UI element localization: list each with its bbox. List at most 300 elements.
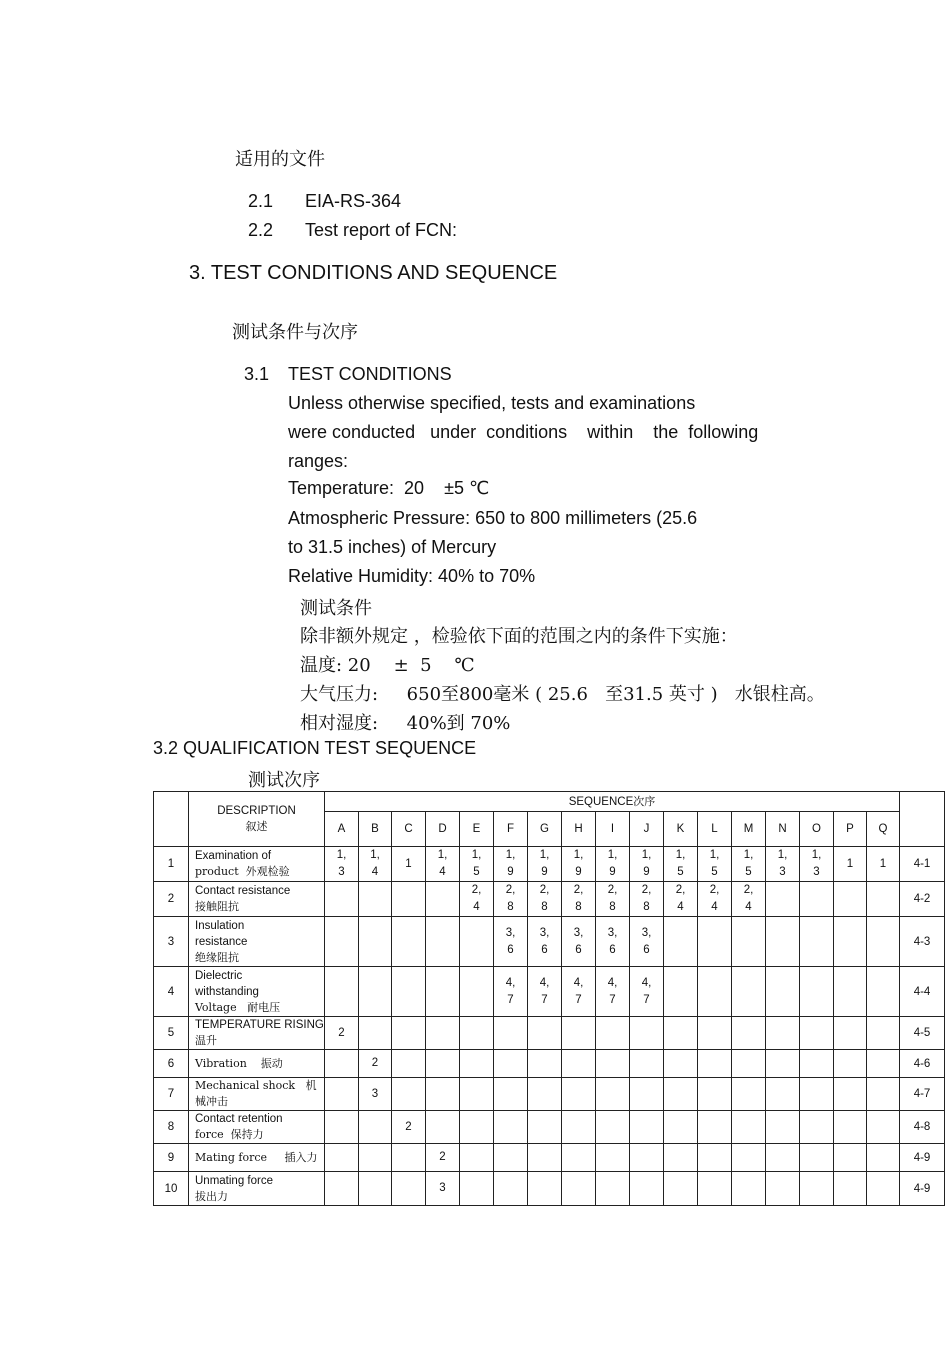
sequence-cell-b [359, 967, 392, 1017]
column-header-a: A [325, 812, 359, 847]
sequence-value: 4, 7 [539, 976, 550, 1006]
sequence-cell-f [494, 1078, 528, 1111]
sequence-cell-d [426, 882, 460, 917]
sequence-cell-l [698, 1050, 732, 1078]
table-row [154, 917, 945, 967]
ref-item-num-2: 2.2 [248, 220, 274, 240]
description-line: 接触阻抗 [195, 900, 239, 913]
en-line-1: Unless otherwise specified, tests and examinations [288, 393, 696, 413]
sequence-cell-m [732, 1144, 766, 1172]
sequence-cell-h [562, 1050, 596, 1078]
sequence-value: 2, 4 [743, 884, 754, 913]
sequence-cell-o [800, 1017, 834, 1050]
sequence-value: 1, 3 [336, 849, 347, 878]
cn-line-5: 相对湿度: 40%到 70% [300, 713, 511, 734]
sequence-value: 1, 9 [573, 849, 584, 878]
row-reference: 4-2 [900, 882, 945, 917]
row-number: 10 [154, 1172, 189, 1206]
sequence-cell-e [460, 882, 494, 917]
sequence-cell-h [562, 1017, 596, 1050]
temperature-line: Temperature: 20 ±5 ℃ [288, 478, 490, 498]
sequence-value: 1, 5 [471, 849, 482, 878]
sequence-value: 2, 8 [505, 884, 516, 913]
sequence-cell-g [528, 1078, 562, 1111]
cn-line-2: 除非额外规定 ，检验依下面的范围之内的条件下实施： [300, 626, 738, 647]
sequence-cell-q [867, 917, 900, 967]
sequence-cell-q [867, 1078, 900, 1111]
sequence-cell-g [528, 1111, 562, 1144]
column-header-d: D [426, 812, 460, 847]
sequence-value: 1, 3 [811, 849, 822, 878]
sequence-value: 3 [371, 1087, 379, 1100]
sequence-cell-j [630, 882, 664, 917]
sequence-cell-j [630, 1144, 664, 1172]
sequence-cell-o [800, 1078, 834, 1111]
sequence-cell-h [562, 1144, 596, 1172]
description-line: Contact resistance [195, 885, 291, 897]
sequence-cell-p [834, 1017, 867, 1050]
row-reference: 4-5 [900, 1017, 945, 1050]
sequence-cell-o [800, 882, 834, 917]
sequence-cell-i [596, 1050, 630, 1078]
sequence-cell-m [732, 1172, 766, 1206]
sequence-cell-c [392, 917, 426, 967]
sequence-cell-i [596, 1172, 630, 1206]
sequence-cell-j [630, 917, 664, 967]
sequence-value: 1, 3 [777, 849, 788, 878]
sequence-cell-i [596, 882, 630, 917]
row-description [189, 967, 325, 1017]
sequence-cell-l [698, 1144, 732, 1172]
sequence-cell-b [359, 1144, 392, 1172]
row-number: 2 [154, 882, 189, 917]
sequence-cell-e [460, 1144, 494, 1172]
sequence-value: 3, 6 [505, 926, 516, 956]
sequence-cell-n [766, 967, 800, 1017]
sequence-cell-l [698, 1017, 732, 1050]
sequence-cell-b [359, 847, 392, 882]
header-ref-cell [900, 792, 945, 847]
sequence-cell-k [664, 1111, 698, 1144]
sequence-header [325, 792, 900, 812]
sequence-cell-m [732, 1111, 766, 1144]
section3-cn-title: 测试条件与次序 [232, 322, 358, 343]
description-line: Voltage 耐电压 [195, 1000, 281, 1014]
column-header-i: I [596, 812, 630, 847]
sequence-cell-b [359, 882, 392, 917]
en-line-7: Relative Humidity: 40% to 70% [288, 566, 536, 586]
sequence-cell-n [766, 1172, 800, 1206]
sequence-value: 4, 7 [505, 976, 516, 1006]
row-description [189, 1078, 325, 1111]
sequence-cell-a [325, 882, 359, 917]
description-line: Vibration 振动 [195, 1056, 283, 1070]
sequence-value: 1, 5 [709, 849, 720, 878]
sequence-cell-j [630, 1017, 664, 1050]
sequence-cell-c [392, 1144, 426, 1172]
sequence-cell-m [732, 917, 766, 967]
sequence-cell-n [766, 1078, 800, 1111]
sequence-value: 4, 7 [573, 976, 584, 1006]
sequence-cell-p [834, 847, 867, 882]
sequence-value: 3 [439, 1182, 446, 1194]
row-number: 9 [154, 1144, 189, 1172]
description-line: product 外观检验 [195, 865, 290, 878]
sequence-cell-k [664, 1144, 698, 1172]
sequence-cell-e [460, 917, 494, 967]
column-header-j: J [630, 812, 664, 847]
sequence-cell-l [698, 882, 732, 917]
sequence-cell-b [359, 1078, 392, 1111]
sequence-cell-i [596, 1144, 630, 1172]
column-header-f: F [494, 812, 528, 847]
description-line: 温升 [195, 1034, 217, 1047]
row-number: 7 [154, 1078, 189, 1111]
sequence-cell-o [800, 1111, 834, 1144]
sequence-cell-l [698, 917, 732, 967]
sequence-cell-k [664, 1078, 698, 1111]
row-description [189, 847, 325, 882]
section2-cn-title: 适用的文件 [235, 149, 325, 170]
description-line: Insulation [195, 919, 245, 932]
sequence-cell-p [834, 1172, 867, 1206]
table-row [154, 847, 945, 882]
table-row [154, 1017, 945, 1050]
row-number: 5 [154, 1017, 189, 1050]
sequence-cell-h [562, 1078, 596, 1111]
row-reference: 4-8 [900, 1111, 945, 1144]
sequence-cell-f [494, 1172, 528, 1206]
row-number: 4 [154, 967, 189, 1017]
sequence-cell-c [392, 1050, 426, 1078]
sequence-cell-k [664, 1017, 698, 1050]
sequence-cell-a [325, 917, 359, 967]
row-description [189, 1111, 325, 1144]
row-description [189, 1050, 325, 1078]
sequence-cell-h [562, 847, 596, 882]
sequence-cell-o [800, 917, 834, 967]
sequence-cell-p [834, 1078, 867, 1111]
column-header-l: L [698, 812, 732, 847]
table-row [154, 1078, 945, 1111]
sequence-cell-k [664, 967, 698, 1017]
column-header-n: N [766, 812, 800, 847]
sequence-cell-m [732, 1017, 766, 1050]
sequence-cell-h [562, 882, 596, 917]
sequence-value: 1, 9 [539, 849, 550, 878]
sequence-cell-g [528, 1144, 562, 1172]
en-line-5: Atmospheric Pressure: 650 to 800 millimeters (25.6 [288, 508, 698, 528]
sequence-cell-c [392, 967, 426, 1017]
description-line: TEMPERATURE RISING [195, 1019, 324, 1031]
sequence-cell-q [867, 1017, 900, 1050]
sequence-cell-d [426, 1078, 460, 1111]
sub31-num: 3.1 [244, 364, 270, 384]
row-reference: 4-4 [900, 967, 945, 1017]
sequence-cell-h [562, 1111, 596, 1144]
description-line: 械冲击 [195, 1095, 228, 1108]
sequence-cell-f [494, 1144, 528, 1172]
sequence-cell-e [460, 967, 494, 1017]
column-header-h: H [562, 812, 596, 847]
sequence-value: 2 [338, 1026, 345, 1039]
column-header-q: Q [867, 812, 900, 847]
sequence-cell-e [460, 847, 494, 882]
sequence-cell-q [867, 1172, 900, 1206]
sequence-cell-j [630, 1050, 664, 1078]
cn-line-4: 大气压力: 650至800毫米 ( 25.6 至31.5 英寸 ) 水银柱高。 [300, 684, 825, 705]
description-line: withstanding [195, 985, 259, 998]
sequence-cell-a [325, 1078, 359, 1111]
row-reference: 4-9 [900, 1144, 945, 1172]
sequence-cell-c [392, 1017, 426, 1050]
sequence-cell-c [392, 1172, 426, 1206]
description-header [189, 792, 325, 847]
row-reference: 4-9 [900, 1172, 945, 1206]
sequence-value: 3, 6 [539, 926, 550, 956]
column-header-b: B [359, 812, 392, 847]
sequence-cell-p [834, 917, 867, 967]
sequence-cell-b [359, 1050, 392, 1078]
sequence-cell-l [698, 1078, 732, 1111]
sub32-cn-title: 测试次序 [248, 770, 320, 791]
sequence-value: 2 [405, 1120, 412, 1133]
sequence-cell-p [834, 1144, 867, 1172]
sequence-cell-i [596, 1111, 630, 1144]
sequence-cell-q [867, 1111, 900, 1144]
sequence-cell-g [528, 917, 562, 967]
sequence-cell-l [698, 847, 732, 882]
description-line: Mechanical shock 机 [195, 1079, 317, 1092]
description-line: Mating force 插入力 [195, 1150, 318, 1164]
sequence-cell-a [325, 1144, 359, 1172]
description-line: Unmating force [195, 1174, 273, 1187]
sequence-cell-d [426, 917, 460, 967]
sequence-cell-q [867, 1144, 900, 1172]
sequence-value: 2 [439, 1151, 446, 1163]
sequence-value: 3, 6 [607, 926, 618, 956]
sequence-cell-f [494, 1017, 528, 1050]
sequence-cell-e [460, 1111, 494, 1144]
sequence-cell-q [867, 967, 900, 1017]
sequence-cell-a [325, 1172, 359, 1206]
sequence-cell-i [596, 847, 630, 882]
sequence-cell-b [359, 917, 392, 967]
sequence-cell-o [800, 847, 834, 882]
sequence-cell-o [800, 1144, 834, 1172]
column-header-o: O [800, 812, 834, 847]
row-number: 1 [154, 847, 189, 882]
sequence-cell-m [732, 1078, 766, 1111]
sequence-cell-d [426, 1172, 460, 1206]
sequence-cell-o [800, 1050, 834, 1078]
sequence-cell-d [426, 847, 460, 882]
sequence-cell-p [834, 967, 867, 1017]
en-line-2: were conducted under conditions within the following [288, 422, 759, 442]
description-header-en: DESCRIPTION [217, 805, 296, 817]
sequence-cell-n [766, 917, 800, 967]
sequence-cell-c [392, 1078, 426, 1111]
sequence-cell-n [766, 1144, 800, 1172]
sequence-cell-l [698, 1172, 732, 1206]
sequence-cell-h [562, 1172, 596, 1206]
sequence-cell-q [867, 882, 900, 917]
row-description [189, 1172, 325, 1206]
sequence-cell-a [325, 1111, 359, 1144]
sequence-cell-m [732, 967, 766, 1017]
sequence-cell-n [766, 882, 800, 917]
sequence-cell-i [596, 967, 630, 1017]
sequence-cell-f [494, 917, 528, 967]
cn-line-3: 温度: 20 ± 5 ℃ [300, 655, 475, 676]
sequence-value: 1, 5 [743, 849, 754, 878]
section3-heading: 3. TEST CONDITIONS AND SEQUENCE [189, 262, 558, 284]
sequence-cell-f [494, 967, 528, 1017]
sequence-value: 4, 7 [641, 976, 652, 1006]
sequence-cell-j [630, 1078, 664, 1111]
table-row [154, 967, 945, 1017]
sequence-cell-c [392, 847, 426, 882]
sequence-value: 2, 8 [607, 884, 618, 913]
sequence-cell-d [426, 1144, 460, 1172]
sequence-cell-m [732, 1050, 766, 1078]
sequence-cell-d [426, 967, 460, 1017]
sequence-cell-l [698, 1111, 732, 1144]
sequence-cell-k [664, 1050, 698, 1078]
row-description [189, 917, 325, 967]
row-reference: 4-3 [900, 917, 945, 967]
sequence-cell-f [494, 1050, 528, 1078]
sequence-value: 1 [846, 857, 854, 870]
sequence-cell-e [460, 1172, 494, 1206]
sequence-cell-n [766, 1111, 800, 1144]
sequence-cell-b [359, 1111, 392, 1144]
header-no-cell [154, 792, 189, 847]
sequence-cell-p [834, 882, 867, 917]
ref-item-num-1: 2.1 [248, 191, 274, 211]
sequence-cell-f [494, 1111, 528, 1144]
sequence-cell-n [766, 1017, 800, 1050]
sequence-cell-d [426, 1017, 460, 1050]
sequence-cell-a [325, 967, 359, 1017]
sequence-value: 3, 6 [641, 926, 652, 956]
sequence-cell-i [596, 1017, 630, 1050]
sequence-header-en: SEQUENCE [568, 795, 634, 808]
sub31-title: TEST CONDITIONS [288, 364, 452, 384]
sequence-cell-d [426, 1050, 460, 1078]
row-reference: 4-6 [900, 1050, 945, 1078]
sequence-cell-n [766, 847, 800, 882]
sequence-cell-k [664, 882, 698, 917]
en-line-3: ranges: [288, 451, 349, 471]
sequence-cell-q [867, 847, 900, 882]
sequence-cell-e [460, 1050, 494, 1078]
sequence-value: 1, 5 [675, 849, 686, 878]
sequence-value: 2, 4 [471, 884, 482, 913]
ref-item-text-1: EIA-RS-364 [305, 191, 402, 211]
sequence-cell-o [800, 1172, 834, 1206]
sequence-cell-n [766, 1050, 800, 1078]
sequence-value: 1, 9 [505, 849, 516, 878]
sequence-cell-e [460, 1017, 494, 1050]
description-header-cn: 叙述 [245, 820, 268, 833]
sequence-cell-k [664, 847, 698, 882]
sequence-cell-f [494, 847, 528, 882]
sequence-header-cn: 次序 [633, 794, 656, 808]
table-row [154, 1111, 945, 1144]
en-line-6: to 31.5 inches) of Mercury [288, 537, 497, 557]
sequence-cell-p [834, 1050, 867, 1078]
sequence-cell-d [426, 1111, 460, 1144]
sequence-cell-g [528, 882, 562, 917]
sequence-cell-j [630, 1172, 664, 1206]
sequence-cell-f [494, 882, 528, 917]
qualification-sequence-table [153, 791, 945, 1206]
sequence-value: 1 [879, 857, 887, 870]
sequence-cell-o [800, 967, 834, 1017]
sequence-cell-j [630, 967, 664, 1017]
row-description [189, 1144, 325, 1172]
sequence-value: 4, 7 [607, 976, 618, 1006]
sequence-value: 1, 4 [370, 849, 380, 878]
sequence-value: 2, 4 [675, 884, 686, 913]
cn-line-1: 测试条件 [300, 598, 372, 619]
sequence-value: 1, 9 [641, 849, 652, 878]
sequence-cell-i [596, 1078, 630, 1111]
sequence-cell-m [732, 847, 766, 882]
description-line: Examination of [195, 850, 272, 862]
sequence-cell-g [528, 847, 562, 882]
sequence-value: 2, 4 [709, 884, 720, 913]
description-line: Contact retention [195, 1113, 283, 1125]
sequence-cell-i [596, 917, 630, 967]
sequence-cell-j [630, 1111, 664, 1144]
sequence-cell-c [392, 1111, 426, 1144]
sequence-cell-k [664, 917, 698, 967]
sequence-cell-q [867, 1050, 900, 1078]
sequence-value: 1, 9 [607, 849, 618, 878]
sequence-value: 2, 8 [641, 884, 652, 913]
sequence-cell-l [698, 967, 732, 1017]
sequence-cell-j [630, 847, 664, 882]
sequence-cell-g [528, 967, 562, 1017]
column-header-p: P [834, 812, 867, 847]
description-line: force 保持力 [195, 1128, 264, 1141]
sequence-cell-g [528, 1017, 562, 1050]
table-row [154, 1172, 945, 1206]
ref-item-text-2: Test report of FCN: [305, 220, 458, 240]
sequence-cell-e [460, 1078, 494, 1111]
row-number: 6 [154, 1050, 189, 1078]
sequence-cell-b [359, 1017, 392, 1050]
sequence-value: 2, 8 [539, 884, 550, 913]
column-header-m: M [732, 812, 766, 847]
sequence-value: 1 [405, 857, 412, 870]
column-header-e: E [460, 812, 494, 847]
description-line: 绝缘阻抗 [195, 950, 239, 964]
sequence-value: 1, 4 [437, 849, 448, 878]
sub32-title: 3.2 QUALIFICATION TEST SEQUENCE [153, 738, 477, 758]
table-header-row-1 [154, 792, 945, 812]
sequence-value: 3, 6 [573, 926, 584, 956]
table-row [154, 1144, 945, 1172]
sequence-cell-a [325, 1050, 359, 1078]
column-header-c: C [392, 812, 426, 847]
row-reference: 4-7 [900, 1078, 945, 1111]
sequence-value: 2, 8 [573, 884, 584, 913]
sequence-cell-c [392, 882, 426, 917]
sequence-cell-g [528, 1172, 562, 1206]
